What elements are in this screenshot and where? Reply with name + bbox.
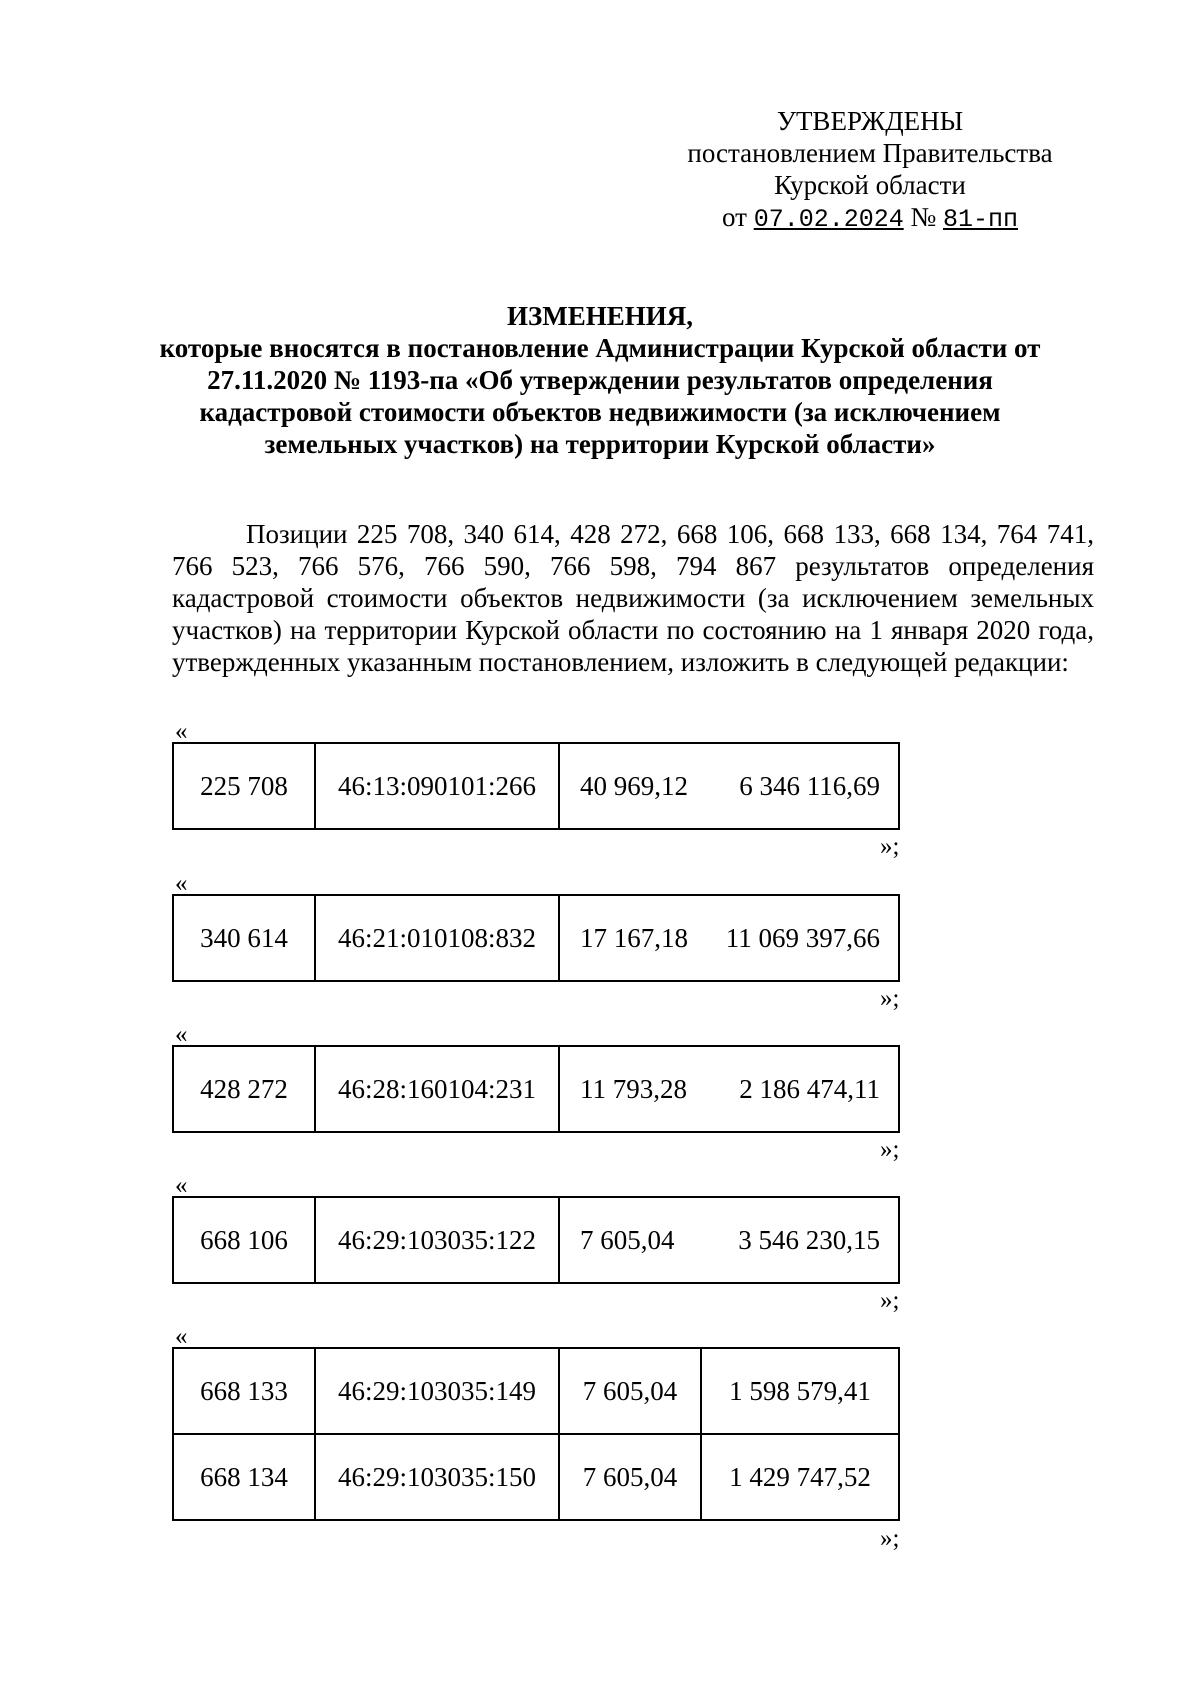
title-heading: ИЗМЕНЕНИЯ, bbox=[506, 301, 693, 331]
approval-date-prefix: от bbox=[721, 202, 747, 232]
title-line: кадастровой стоимости объектов недвижимости (за исключением bbox=[199, 397, 1001, 427]
cadastral-number-cell: 46:29:103035:122 bbox=[315, 1197, 559, 1283]
position-cell: 225 708 bbox=[173, 743, 315, 829]
cadastral-value: 6 346 116,69 bbox=[739, 770, 880, 801]
area-value: 7 605,04 bbox=[580, 1224, 675, 1255]
position-cell: 340 614 bbox=[173, 895, 315, 981]
area-value-cell bbox=[559, 895, 899, 981]
approval-number: 81-пп bbox=[942, 205, 1018, 234]
record-table bbox=[172, 894, 900, 982]
cadastral-value-cell: 1 598 579,41 bbox=[701, 1348, 899, 1434]
area-value: 17 167,18 bbox=[580, 922, 688, 953]
area-cell: 7 605,04 bbox=[559, 1348, 701, 1434]
table-row bbox=[173, 1348, 899, 1434]
quote-open: « bbox=[175, 1323, 188, 1350]
cadastral-number-cell: 46:29:103035:149 bbox=[315, 1348, 559, 1434]
cadastral-value: 11 069 397,66 bbox=[725, 922, 880, 953]
cadastral-value-cell: 1 429 747,52 bbox=[701, 1434, 899, 1520]
approval-date: 07.02.2024 bbox=[753, 205, 904, 234]
quote-close: »; bbox=[880, 1287, 900, 1314]
table-row bbox=[173, 895, 899, 981]
position-cell: 668 134 bbox=[173, 1434, 315, 1520]
area-value-cell bbox=[559, 1197, 899, 1283]
title-line: земельных участков) на территории Курской области» bbox=[264, 429, 936, 459]
approval-authority: постановлением Правительства bbox=[687, 138, 1053, 168]
table-row bbox=[173, 1434, 899, 1520]
approval-number-sign: № bbox=[910, 202, 937, 232]
body-paragraph: Позиции 225 708, 340 614, 428 272, 668 106, 668 133, 668 134, 764 741, 766 523, 766 576, 766 590, 766 598, 794 867 результатов определения кадастровой стоимости объектов недвижимости (за исключением земельных участков) на территории Курской области по состоянию на 1 января 2020 года, утвержденных указанным постановлением, изложить в следующей редакции: bbox=[172, 519, 1094, 677]
title-line: 27.11.2020 № 1193-па «Об утверждении результатов определения bbox=[207, 365, 993, 395]
area-value: 11 793,28 bbox=[580, 1073, 687, 1104]
cadastral-value: 3 546 230,15 bbox=[738, 1224, 880, 1255]
quote-close: »; bbox=[880, 833, 900, 860]
quote-open: « bbox=[175, 1021, 188, 1048]
cadastral-number-cell: 46:29:103035:150 bbox=[315, 1434, 559, 1520]
position-cell: 428 272 bbox=[173, 1046, 315, 1132]
quote-close: »; bbox=[880, 985, 900, 1012]
quote-close: »; bbox=[880, 1136, 900, 1163]
area-value-cell bbox=[559, 1046, 899, 1132]
area-value-cell bbox=[559, 743, 899, 829]
record-table bbox=[172, 1196, 900, 1284]
table-row bbox=[173, 1197, 899, 1283]
cadastral-number-cell: 46:13:090101:266 bbox=[315, 743, 559, 829]
record-table bbox=[172, 1045, 900, 1133]
record-table bbox=[172, 742, 900, 830]
area-cell: 7 605,04 bbox=[559, 1434, 701, 1520]
approval-date-line bbox=[640, 201, 1100, 236]
table-row bbox=[173, 743, 899, 829]
document-title bbox=[150, 300, 1050, 460]
area-value: 40 969,12 bbox=[580, 770, 688, 801]
title-line: которые вносятся в постановление Администрации Курской области от bbox=[159, 333, 1041, 363]
cadastral-value: 2 186 474,11 bbox=[739, 1073, 880, 1104]
approval-stamp bbox=[640, 105, 1100, 236]
record-table bbox=[172, 1347, 900, 1521]
position-cell: 668 106 bbox=[173, 1197, 315, 1283]
cadastral-number-cell: 46:21:010108:832 bbox=[315, 895, 559, 981]
approval-title: УТВЕРЖДЕНЫ bbox=[776, 106, 964, 136]
approval-region: Курской области bbox=[774, 170, 966, 200]
quote-open: « bbox=[175, 1172, 188, 1199]
table-row bbox=[173, 1046, 899, 1132]
position-cell: 668 133 bbox=[173, 1348, 315, 1434]
quote-close: »; bbox=[880, 1525, 900, 1552]
cadastral-number-cell: 46:28:160104:231 bbox=[315, 1046, 559, 1132]
quote-open: « bbox=[175, 718, 188, 745]
quote-open: « bbox=[175, 870, 188, 897]
